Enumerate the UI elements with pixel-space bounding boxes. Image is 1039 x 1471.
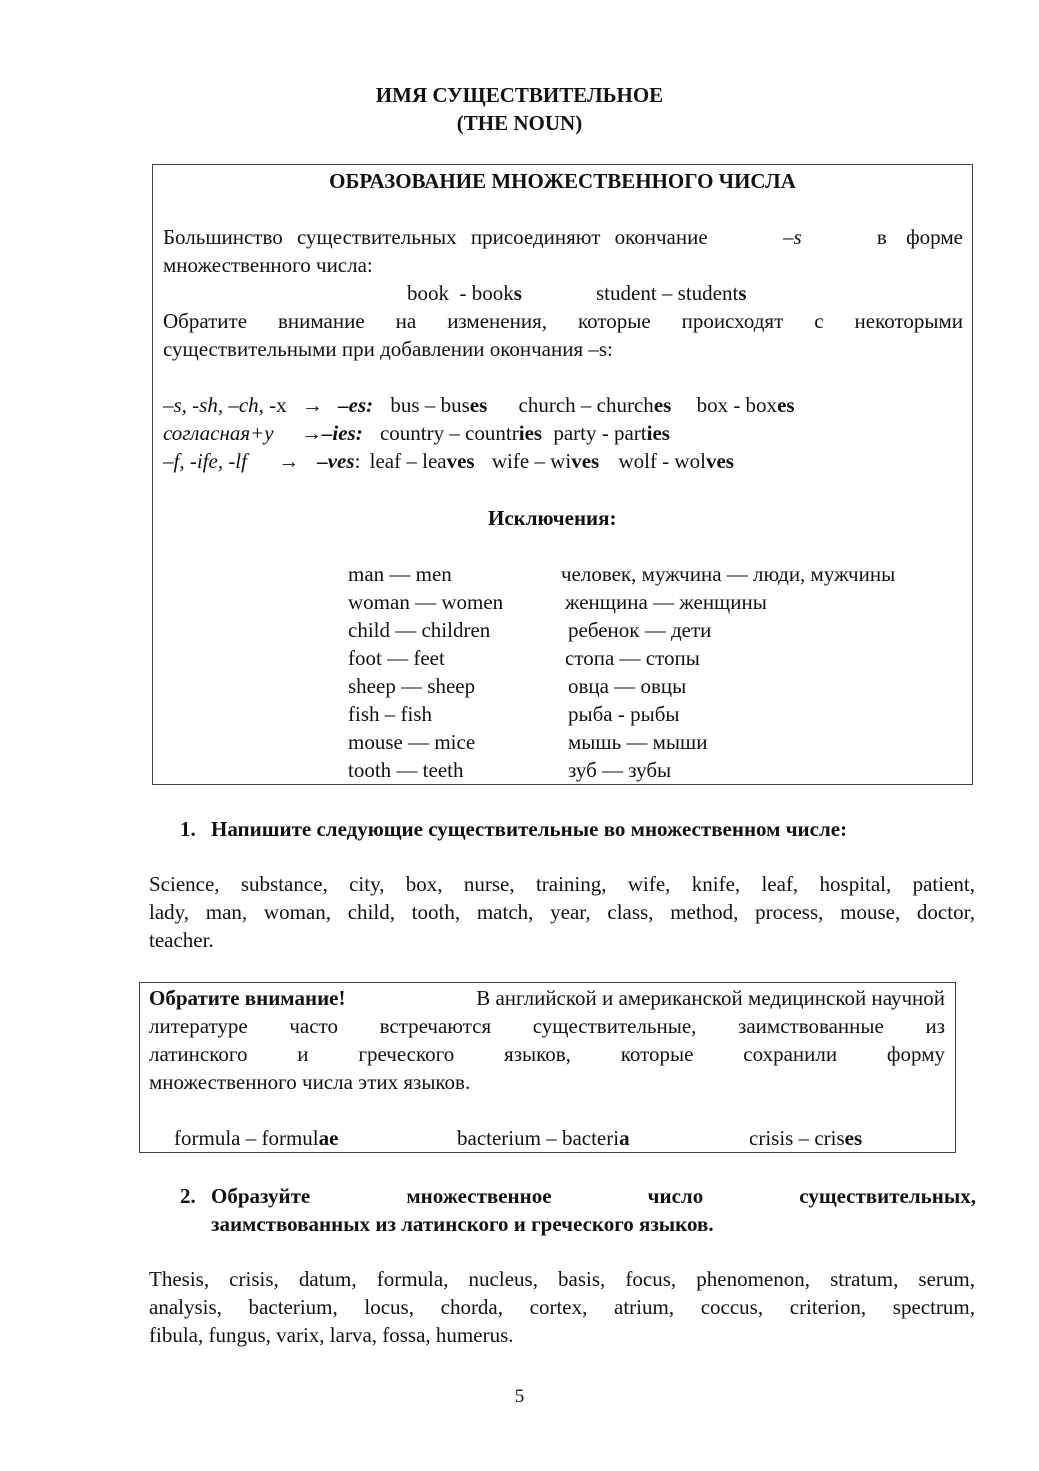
- exception-en: tooth — teeth: [348, 758, 464, 782]
- rule-intro-text: Большинство существительных присоединяют окончание: [163, 225, 708, 249]
- note-line3: латинского и греческого языков, которые сохранили форму: [149, 1042, 945, 1066]
- rule-row-es: [163, 391, 795, 419]
- rule-es-condition-x: -x: [263, 393, 287, 417]
- example-base: party - part: [553, 421, 647, 445]
- example-ending: es: [653, 393, 672, 417]
- example-base: wife – wi: [491, 449, 572, 473]
- arrow-icon: →: [300, 421, 322, 445]
- note-line1-rest: В английской и американской медицинской научной: [470, 986, 945, 1010]
- exception-ru: стопа — стопы: [565, 646, 700, 670]
- example-ending: ves: [705, 449, 734, 473]
- exception-ru: женщина — женщины: [565, 590, 767, 614]
- example-base: formula – formul: [174, 1126, 319, 1150]
- example-book-base: book - book: [407, 281, 514, 305]
- rule-es-example-church: [519, 393, 672, 417]
- exception-ru: мышь — мыши: [568, 730, 708, 754]
- rule-es-ending: –es:: [338, 393, 374, 417]
- page-number: 5: [514, 1386, 525, 1407]
- rule-intro-line2: множественного числа:: [163, 253, 373, 277]
- exception-en: mouse — mice: [348, 730, 476, 754]
- exception-en: child — children: [348, 618, 491, 642]
- example-ending: ves: [571, 449, 600, 473]
- exercise2-task-line1: Образуйте множественное число существительных,: [211, 1184, 976, 1208]
- example-student-ending: s: [738, 281, 747, 305]
- rule-ies-condition: согласная+у: [163, 421, 274, 445]
- rule-box-heading: ОБРАЗОВАНИЕ МНОЖЕСТВЕННОГО ЧИСЛА: [329, 169, 796, 193]
- page-subtitle: (THE NOUN): [456, 111, 583, 135]
- note-example-bacterium: [457, 1124, 630, 1152]
- example-ending: es: [469, 393, 488, 417]
- note-line2: литературе часто встречаются существительные, заимствованные из: [149, 1014, 945, 1038]
- note-example-formula: [174, 1124, 338, 1152]
- rule-es-condition: –s, -sh, –ch,: [163, 393, 264, 417]
- rule-note-line2: существительными при добавлении окончания –s:: [163, 337, 613, 361]
- example-ending: ae: [318, 1126, 339, 1150]
- example-base: crisis – cris: [749, 1126, 845, 1150]
- example-ending: es: [844, 1126, 863, 1150]
- example-base: leaf – lea: [369, 449, 447, 473]
- note-lead: Обратите внимание!: [149, 986, 346, 1010]
- exception-en: woman — women: [348, 590, 504, 614]
- arrow-icon: →: [301, 393, 323, 417]
- arrow-icon: →: [278, 449, 300, 473]
- exercise2-line1: Thesis, crisis, datum, formula, nucleus, basis, focus, phenomenon, stratum, serum,: [149, 1267, 975, 1291]
- rule-ves-ending: –ves: [317, 449, 355, 473]
- exception-en: sheep — sheep: [348, 674, 476, 698]
- exception-ru: овца — овцы: [568, 674, 687, 698]
- rule-ves-colon: :: [354, 449, 361, 473]
- example-ending: ves: [446, 449, 475, 473]
- example-base: bus – bus: [390, 393, 470, 417]
- example-ending: ies: [646, 421, 670, 445]
- rule-intro-tail: в форме: [876, 225, 963, 249]
- example-student: [596, 279, 747, 307]
- example-base: bacterium – bacteri: [457, 1126, 620, 1150]
- exercise1-line3: teacher.: [149, 928, 214, 952]
- exception-ru: рыба - рыбы: [568, 702, 680, 726]
- rule-row-ves: [163, 447, 734, 475]
- example-ending: ies: [518, 421, 543, 445]
- rule-intro-line1: [163, 223, 963, 251]
- rule-ies-example-party: [553, 421, 670, 445]
- example-book: [407, 279, 522, 307]
- note-line1: [149, 984, 945, 1012]
- rule-es-example-box: [697, 393, 795, 417]
- exercise1-number: 1.: [180, 817, 196, 841]
- example-base: country – countr: [379, 421, 519, 445]
- exception-ru: ребенок — дети: [568, 618, 712, 642]
- example-base: box - box: [696, 393, 778, 417]
- exercise2-task-line2: заимствованных из латинского и греческого языков.: [211, 1212, 714, 1236]
- example-student-base: student – student: [596, 281, 739, 305]
- rule-ves-example-wolf: [618, 449, 734, 473]
- exercise1-line2: lady, man, woman, child, tooth, match, year, class, method, process, mouse, doctor,: [149, 900, 975, 924]
- exceptions-heading: Исключения:: [488, 506, 617, 530]
- exception-ru: человек, мужчина — люди, мужчины: [561, 562, 896, 586]
- exception-ru: зуб — зубы: [568, 758, 672, 782]
- rule-es-example-bus: [390, 393, 487, 417]
- page-title: ИМЯ СУЩЕСТВИТЕЛЬНОЕ: [375, 83, 664, 107]
- example-base: wolf - wol: [618, 449, 706, 473]
- exception-en: fish – fish: [348, 702, 432, 726]
- note-example-crisis: [749, 1124, 862, 1152]
- rule-ies-ending: –ies:: [321, 421, 363, 445]
- example-base: church – church: [518, 393, 654, 417]
- rule-ves-condition: –f, -ife, -lf: [163, 449, 247, 473]
- exercise2-line3: fibula, fungus, varix, larva, fossa, humerus.: [149, 1323, 514, 1347]
- exercise2-line2: analysis, bacterium, locus, chorda, cortex, atrium, coccus, criterion, spectrum,: [149, 1295, 975, 1319]
- rule-intro-suffix: –s: [782, 225, 802, 249]
- rule-note-line1: Обратите внимание на изменения, которые происходят с некоторыми: [163, 309, 963, 333]
- rule-row-ies: [163, 419, 670, 447]
- rule-ves-example-leaf: [370, 449, 475, 473]
- exercise2-number: 2.: [180, 1184, 196, 1208]
- example-ending: a: [619, 1126, 630, 1150]
- exercise1-line1: Science, substance, city, box, nurse, training, wife, knife, leaf, hospital, patient,: [149, 872, 975, 896]
- note-line4: множественного числа этих языков.: [149, 1070, 471, 1094]
- exception-en: man — men: [348, 562, 452, 586]
- rule-ves-example-wife: [492, 449, 599, 473]
- example-ending: es: [777, 393, 795, 417]
- exercise1-task: Напишите следующие существительные во множественном числе:: [211, 817, 848, 841]
- example-book-ending: s: [513, 281, 522, 305]
- rule-ies-example-country: [380, 421, 542, 445]
- exception-en: foot — feet: [348, 646, 445, 670]
